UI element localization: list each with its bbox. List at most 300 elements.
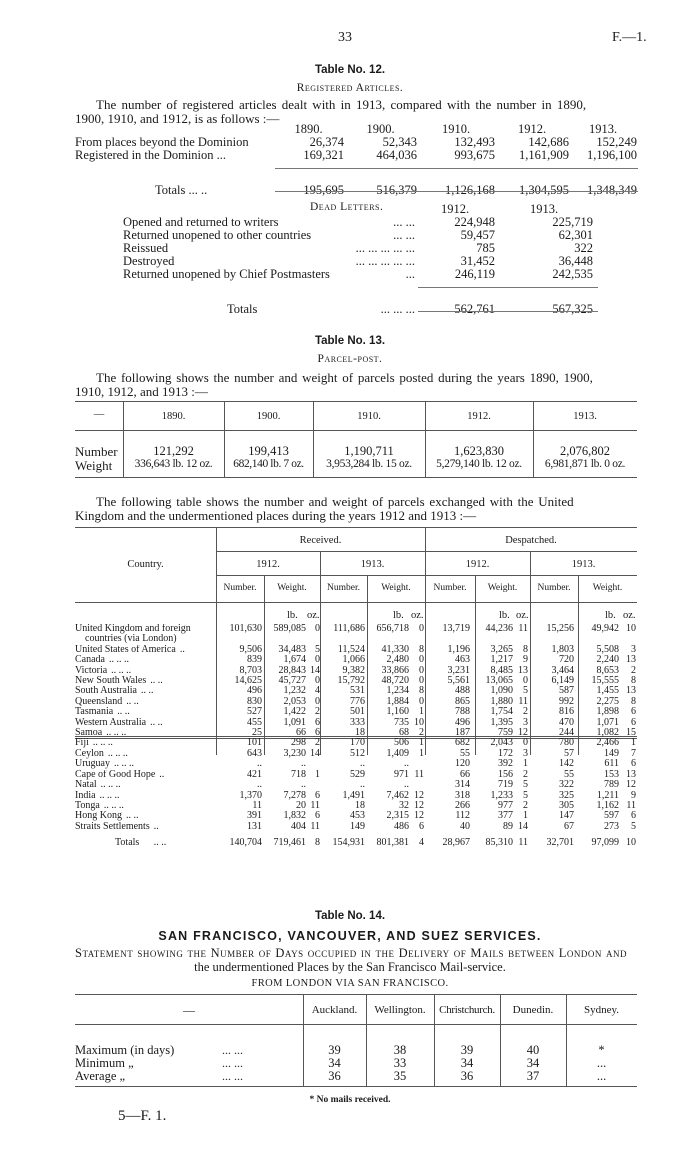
cell-value: 26,374 bbox=[309, 135, 344, 149]
cell-value: 720 bbox=[559, 654, 574, 666]
cell-value: 12 bbox=[518, 727, 528, 739]
cell-value: 48,720 bbox=[381, 675, 409, 687]
leader-dots: .. bbox=[179, 644, 185, 655]
cell-value: 3 bbox=[523, 716, 528, 728]
cell-value: 34,483 bbox=[278, 643, 306, 655]
cell-value: 318 bbox=[455, 789, 470, 801]
cell-value: 52,343 bbox=[382, 135, 417, 149]
leader-dots: .. .. .. bbox=[111, 665, 132, 676]
cell-value: 501 bbox=[350, 706, 365, 718]
number-header: Number. bbox=[223, 583, 257, 593]
cell-value: 8,653 bbox=[596, 664, 619, 676]
cell-value: 839 bbox=[247, 654, 262, 666]
cell-value: 5 bbox=[523, 685, 528, 697]
cell-value: .. bbox=[301, 758, 306, 770]
table-border bbox=[75, 602, 637, 603]
table14-dash: — bbox=[183, 1003, 195, 1017]
cell-value: 993,675 bbox=[454, 148, 495, 162]
cell-value: 13 bbox=[518, 664, 528, 676]
cell-value: 49,942 bbox=[591, 623, 619, 634]
cell-value: 567,325 bbox=[552, 302, 593, 316]
cell-value: 28,967 bbox=[442, 837, 470, 849]
row-label: Reissued bbox=[123, 241, 169, 255]
cell-value: 20 bbox=[296, 799, 306, 811]
cell-value: 7,462 bbox=[386, 789, 409, 801]
cell-value: 0 bbox=[419, 675, 424, 687]
year-header: 1913. bbox=[588, 122, 618, 136]
cell-value: 1 bbox=[419, 737, 424, 749]
leader-dots bbox=[177, 634, 181, 644]
cell-value: 62,301 bbox=[558, 228, 593, 242]
cell-value: 15,256 bbox=[546, 623, 574, 634]
country-name: Uruguay bbox=[75, 759, 110, 770]
cell-value: 9 bbox=[631, 789, 636, 801]
cell-value: 11 bbox=[518, 623, 528, 634]
cell-value: .. bbox=[257, 758, 262, 770]
cell-value: 336,643 lb. 12 oz. bbox=[134, 458, 213, 470]
cell-value: 8 bbox=[315, 837, 320, 849]
cell-value: 816 bbox=[559, 706, 574, 718]
cell-value: 34 bbox=[526, 1056, 540, 1070]
cell-value: 5 bbox=[523, 789, 528, 801]
cell-value: 2 bbox=[523, 768, 528, 780]
cell-value: 142 bbox=[559, 758, 574, 770]
table13-intro-line2: 1910, 1912, and 1913 :— bbox=[75, 384, 208, 399]
cell-value: 2,053 bbox=[283, 695, 306, 707]
table14-from-line: FROM LONDON VIA SAN FRANCISCO. bbox=[251, 978, 449, 989]
cell-value: 13,065 bbox=[485, 675, 513, 687]
cell-value: 1,066 bbox=[342, 654, 365, 666]
cell-value: 1,090 bbox=[490, 685, 513, 697]
cell-value: 9,382 bbox=[342, 664, 365, 676]
cell-value: 11 bbox=[252, 799, 262, 811]
divider bbox=[418, 311, 598, 312]
cell-value: ... bbox=[596, 1069, 607, 1083]
table-row bbox=[75, 149, 637, 162]
cell-value: 682 bbox=[455, 737, 470, 749]
country-name: Ceylon bbox=[75, 748, 104, 759]
country-name: Natal bbox=[75, 780, 97, 791]
unit-lb: lb. bbox=[287, 610, 298, 621]
cell-value: 0 bbox=[523, 737, 528, 749]
leader-dots: ... ... bbox=[222, 1069, 243, 1083]
leader-dots: ... ... ... ... ... bbox=[355, 254, 415, 268]
cell-value: 2,043 bbox=[490, 737, 513, 749]
country-name: India bbox=[75, 790, 96, 801]
year-header: 1900. bbox=[366, 122, 395, 136]
cell-value: 6,149 bbox=[551, 675, 574, 687]
cell-value: 333 bbox=[350, 716, 365, 728]
cell-value: 2 bbox=[523, 706, 528, 718]
cell-value: 470 bbox=[559, 716, 574, 728]
cell-value: 1,409 bbox=[386, 747, 409, 759]
cell-value: 14,625 bbox=[234, 675, 262, 687]
column-header: Christchurch. bbox=[439, 1004, 495, 1016]
cell-value: 1,233 bbox=[490, 789, 513, 801]
cell-value: 1,196 bbox=[447, 643, 470, 655]
cell-value: 562,761 bbox=[454, 302, 495, 316]
unit-lb: lb. bbox=[499, 610, 510, 621]
year-header: 1913. bbox=[571, 559, 596, 570]
cell-value: 6 bbox=[631, 810, 636, 822]
cell-value: 11 bbox=[518, 837, 528, 849]
dead-letters-title: Dead Letters. bbox=[310, 201, 384, 213]
cell-value: 776 bbox=[350, 695, 365, 707]
cell-value: 31,452 bbox=[460, 254, 495, 268]
row-label: Registered in the Dominion ... bbox=[75, 148, 227, 162]
cell-value: 1,455 bbox=[596, 685, 619, 697]
cell-value: 154,931 bbox=[332, 837, 365, 849]
table-border bbox=[75, 527, 637, 528]
table13-intro2-line2: Kingdom and the undermentioned places during the years 1912 and 1913 :— bbox=[75, 508, 477, 523]
cell-value: 33 bbox=[393, 1056, 407, 1070]
cell-value: .. bbox=[301, 779, 306, 791]
cell-value: 18 bbox=[355, 727, 365, 739]
year-header: 1912. bbox=[256, 559, 280, 570]
leader-dots: ... ... ... bbox=[380, 302, 415, 316]
cell-value: 67 bbox=[564, 820, 574, 832]
table14-title: Table No. 14. bbox=[314, 910, 386, 922]
cell-value: 40 bbox=[526, 1043, 540, 1057]
number-header: Number. bbox=[537, 583, 571, 593]
year-header: 1910. bbox=[441, 122, 471, 136]
cell-value: 147 bbox=[559, 810, 574, 822]
table12-registered-articles bbox=[75, 123, 637, 197]
year-header: 1912. bbox=[440, 202, 470, 216]
leader-dots: .. .. bbox=[153, 837, 167, 849]
cell-value: 0 bbox=[419, 695, 424, 707]
country-name: Straits Settlements bbox=[75, 821, 150, 832]
leader-dots: .. .. bbox=[140, 686, 154, 697]
cell-value: 2 bbox=[631, 664, 636, 676]
cell-value: 34 bbox=[328, 1056, 341, 1070]
cell-value: 0 bbox=[315, 675, 320, 687]
cell-value: 89 bbox=[503, 820, 513, 832]
cell-value: 1 bbox=[631, 737, 636, 749]
year-header: 1913. bbox=[360, 559, 385, 570]
cell-value: 3,231 bbox=[447, 664, 470, 676]
country-name: Tonga bbox=[75, 800, 100, 811]
cell-value: 3,464 bbox=[551, 664, 574, 676]
cell-value: 36,448 bbox=[558, 254, 593, 268]
table-row bbox=[75, 624, 636, 634]
country-name: Victoria bbox=[75, 665, 108, 676]
cell-value: 1,232 bbox=[283, 685, 306, 697]
statement-text: Statement showing the Number of Days occupied in the Delivery of Mails between London and bbox=[75, 946, 627, 960]
cell-value: 1,126,168 bbox=[445, 183, 495, 197]
cell-value: 865 bbox=[455, 695, 470, 707]
row-label: Returned unopened to other countries bbox=[123, 228, 312, 242]
cell-value: 39 bbox=[328, 1043, 341, 1057]
cell-value: 44,236 bbox=[485, 623, 513, 634]
leader-dots: ... ... bbox=[393, 215, 415, 229]
cell-value: 40 bbox=[460, 820, 470, 832]
cell-value: 5 bbox=[315, 643, 320, 655]
weight-header: Weight. bbox=[592, 583, 623, 593]
cell-value: 3 bbox=[523, 747, 528, 759]
totals-label: Totals bbox=[115, 837, 140, 849]
row-label: Destroyed bbox=[123, 254, 175, 268]
cell-value: 266 bbox=[455, 799, 470, 811]
cell-value: 28,843 bbox=[278, 664, 306, 676]
country-name: Queensland bbox=[75, 696, 123, 707]
cell-value: 496 bbox=[247, 685, 262, 697]
cell-value: 322 bbox=[559, 779, 574, 791]
cell-value: 1,091 bbox=[283, 716, 306, 728]
cell-value: 12 bbox=[414, 810, 424, 822]
cell-value: 5 bbox=[523, 779, 528, 791]
table12-subtitle: Registered Articles. bbox=[296, 82, 404, 94]
cell-value: 68 bbox=[399, 727, 409, 739]
cell-value: 788 bbox=[455, 706, 470, 718]
cell-value: 421 bbox=[247, 768, 262, 780]
table-border bbox=[75, 401, 637, 402]
number-header: Number. bbox=[327, 583, 360, 593]
cell-value: 2,466 bbox=[596, 737, 619, 749]
cell-value: 34 bbox=[460, 1056, 474, 1070]
table-border bbox=[75, 994, 637, 995]
cell-value: 801,381 bbox=[376, 837, 409, 849]
cell-value: 298 bbox=[291, 737, 306, 749]
cell-value: 273 bbox=[604, 820, 619, 832]
cell-value: 55 bbox=[564, 768, 574, 780]
cell-value: .. bbox=[360, 779, 365, 791]
number-header: Number. bbox=[433, 583, 467, 593]
totals-label: Totals bbox=[227, 302, 258, 316]
cell-value: 391 bbox=[247, 810, 262, 822]
cell-value: 1,422 bbox=[283, 706, 306, 718]
cell-value: 1 bbox=[523, 810, 528, 822]
cell-value: 682,140 lb. 7 oz. bbox=[233, 458, 304, 470]
cell-value: 3,265 bbox=[490, 643, 513, 655]
year-header: 1912. bbox=[517, 122, 547, 136]
cell-value: 2,480 bbox=[386, 654, 409, 666]
cell-value: 1,348,349 bbox=[587, 183, 637, 197]
cell-value: 1,674 bbox=[283, 654, 306, 666]
column-header: Sydney. bbox=[583, 1004, 620, 1016]
cell-value: 1,880 bbox=[490, 695, 513, 707]
cell-value: 8 bbox=[523, 643, 528, 655]
row-label: Average „ bbox=[75, 1069, 126, 1083]
cell-value: 41,330 bbox=[381, 643, 409, 655]
cell-value: 589,085 bbox=[273, 623, 306, 634]
cell-value: 377 bbox=[498, 810, 513, 822]
dead-letters-totals-row bbox=[123, 303, 593, 316]
cell-value: 152,249 bbox=[596, 135, 637, 149]
cell-value: 97,099 bbox=[591, 837, 619, 849]
cell-value: .. bbox=[257, 779, 262, 791]
cell-value: 142,686 bbox=[528, 135, 569, 149]
cell-value: 149 bbox=[350, 820, 365, 832]
table-border bbox=[216, 575, 637, 576]
table14-statement-line1 bbox=[75, 946, 627, 961]
cell-value: 120 bbox=[455, 758, 470, 770]
cell-value: 85,310 bbox=[485, 837, 513, 849]
cell-value: 6 bbox=[315, 810, 320, 822]
page-number: 33 bbox=[338, 30, 352, 45]
cell-value: 5,279,140 lb. 12 oz. bbox=[436, 458, 522, 470]
cell-value: 8 bbox=[419, 685, 424, 697]
cell-value: 463 bbox=[455, 654, 470, 666]
cell-value: 6 bbox=[631, 758, 636, 770]
leader-dots: ... ... ... ... ... bbox=[355, 241, 415, 255]
cell-value: 1,898 bbox=[596, 706, 619, 718]
cell-value: 305 bbox=[559, 799, 574, 811]
cell-value: 1,832 bbox=[283, 810, 306, 822]
table13-intro2-line1: The following table shows the number and weight of parcels exchanged with the United bbox=[96, 494, 574, 509]
cell-value: 11 bbox=[310, 820, 320, 832]
cell-value: 404 bbox=[291, 820, 306, 832]
cell-value: .. bbox=[404, 758, 409, 770]
cell-value: 11,524 bbox=[337, 643, 365, 655]
leader-dots: .. bbox=[159, 769, 165, 780]
divider bbox=[275, 168, 638, 169]
cell-value: 13 bbox=[626, 685, 636, 697]
leader-dots: .. .. bbox=[150, 676, 163, 687]
cell-value: 101 bbox=[247, 737, 262, 749]
cell-value: 0 bbox=[419, 623, 424, 634]
cell-value: 464,036 bbox=[376, 148, 417, 162]
cell-value: 37 bbox=[526, 1069, 540, 1083]
table-row bbox=[75, 780, 636, 790]
cell-value: 780 bbox=[559, 737, 574, 749]
cell-value: 9,506 bbox=[239, 643, 262, 655]
cell-value: .. bbox=[404, 779, 409, 791]
cell-value: * bbox=[598, 1043, 605, 1057]
cell-value: 33,866 bbox=[381, 664, 409, 676]
cell-value: 977 bbox=[498, 799, 513, 811]
cell-value: 11 bbox=[310, 799, 320, 811]
cell-value: 38 bbox=[393, 1043, 407, 1057]
year-header: 1913. bbox=[573, 411, 597, 422]
country-name: Tasmania bbox=[75, 707, 114, 718]
cell-value: 1 bbox=[419, 706, 424, 718]
column-header: Dunedin. bbox=[512, 1004, 554, 1016]
cell-value: 643 bbox=[247, 747, 262, 759]
cell-value: 140,704 bbox=[229, 837, 262, 849]
table14-statement-line2: the undermentioned Places by the San Francisco Mail-service. bbox=[194, 960, 506, 974]
cell-value: 132,493 bbox=[454, 135, 495, 149]
cell-value: 1,491 bbox=[342, 789, 365, 801]
country-header: Country. bbox=[127, 559, 164, 570]
table14-footnote: * No mails received. bbox=[309, 1095, 391, 1105]
country-name: Hong Kong bbox=[75, 811, 122, 822]
cell-value: 8 bbox=[419, 643, 424, 655]
cell-value: 131 bbox=[247, 820, 262, 832]
cell-value: 242,535 bbox=[552, 267, 593, 281]
leader-dots: .. .. bbox=[126, 696, 139, 707]
year-header: 1912. bbox=[465, 559, 490, 570]
cell-value: 57 bbox=[564, 747, 574, 759]
row-label: Opened and returned to writers bbox=[123, 215, 279, 229]
cell-value: 12 bbox=[414, 799, 424, 811]
table-border bbox=[75, 1086, 637, 1087]
cell-value: 59,457 bbox=[460, 228, 495, 242]
cell-value: 2 bbox=[315, 737, 320, 749]
cell-value: 785 bbox=[476, 241, 495, 255]
country-name: Western Australia bbox=[75, 717, 147, 728]
table-border bbox=[75, 477, 637, 478]
cell-value: 529 bbox=[350, 768, 365, 780]
cell-value: 6 bbox=[315, 789, 320, 801]
country-name: United States of America bbox=[75, 644, 176, 655]
country-name: South Australia bbox=[75, 686, 137, 697]
column-header: Auckland. bbox=[311, 1004, 358, 1016]
cell-value: 8 bbox=[631, 675, 636, 687]
cell-value: 8 bbox=[631, 695, 636, 707]
leader-dots: ... ... bbox=[222, 1056, 243, 1070]
cell-value: 1,161,909 bbox=[519, 148, 569, 162]
cell-value: 0 bbox=[523, 675, 528, 687]
cell-value: 496 bbox=[455, 716, 470, 728]
cell-value: 66 bbox=[460, 768, 470, 780]
cell-value: 516,379 bbox=[376, 183, 417, 197]
table13-totals-row bbox=[75, 838, 636, 848]
table13-country-table bbox=[75, 624, 636, 849]
totals-label: Totals ... .. bbox=[155, 183, 208, 197]
cell-value: 1,196,100 bbox=[587, 148, 637, 162]
year-header: 1900. bbox=[256, 411, 281, 422]
cell-value: 45,727 bbox=[278, 675, 306, 687]
cell-value: 3,953,284 lb. 15 oz. bbox=[326, 458, 412, 470]
year-header: 1890. bbox=[161, 411, 186, 422]
cell-value: 199,413 bbox=[248, 444, 289, 458]
table-row bbox=[75, 822, 636, 832]
country-name: countries (via London) bbox=[85, 634, 177, 645]
unit-oz: oz. bbox=[623, 610, 636, 621]
table13-intro-line1: The following shows the number and weight of parcels posted during the years 1890, 1900, bbox=[96, 370, 593, 385]
cell-value: 597 bbox=[604, 810, 619, 822]
cell-value: 11 bbox=[518, 695, 528, 707]
cell-value: 719 bbox=[498, 779, 513, 791]
cell-value: 1,623,830 bbox=[454, 444, 504, 458]
cell-value: 10 bbox=[626, 623, 636, 634]
table12-intro-line1: The number of registered articles dealt with in 1913, compared with the number in 1890, bbox=[96, 97, 587, 112]
cell-value: 527 bbox=[247, 706, 262, 718]
cell-value: 112 bbox=[455, 810, 470, 822]
cell-value: 66 bbox=[296, 727, 306, 739]
cell-value: 2 bbox=[523, 799, 528, 811]
cell-value: 1,190,711 bbox=[344, 444, 394, 458]
cell-value: 12 bbox=[414, 789, 424, 801]
weight-header: Weight. bbox=[487, 583, 518, 593]
cell-value: 314 bbox=[455, 779, 470, 791]
divider bbox=[275, 191, 638, 192]
country-name: Canada bbox=[75, 655, 105, 666]
cell-value: 11 bbox=[414, 768, 424, 780]
year-header: 1912. bbox=[467, 411, 491, 422]
cell-value: 0 bbox=[315, 695, 320, 707]
cell-value: 392 bbox=[498, 758, 513, 770]
cell-value: 195,695 bbox=[303, 183, 344, 197]
leader-dots: .. bbox=[153, 821, 159, 832]
cell-value: 971 bbox=[394, 768, 409, 780]
row-label: Minimum „ bbox=[75, 1056, 134, 1070]
cell-value: 6 bbox=[419, 820, 424, 832]
table-border bbox=[75, 430, 637, 431]
table-border bbox=[75, 1024, 637, 1025]
cell-value: 1 bbox=[419, 747, 424, 759]
cell-value: 11 bbox=[626, 799, 636, 811]
cell-value: 55 bbox=[460, 747, 470, 759]
cell-value: 1,234 bbox=[386, 685, 409, 697]
cell-value: 2,076,802 bbox=[560, 444, 610, 458]
cell-value: 9 bbox=[523, 654, 528, 666]
cell-value: 0 bbox=[419, 664, 424, 676]
cell-value: 0 bbox=[315, 654, 320, 666]
unit-oz: oz. bbox=[516, 610, 529, 621]
cell-value: 225,719 bbox=[552, 215, 593, 229]
